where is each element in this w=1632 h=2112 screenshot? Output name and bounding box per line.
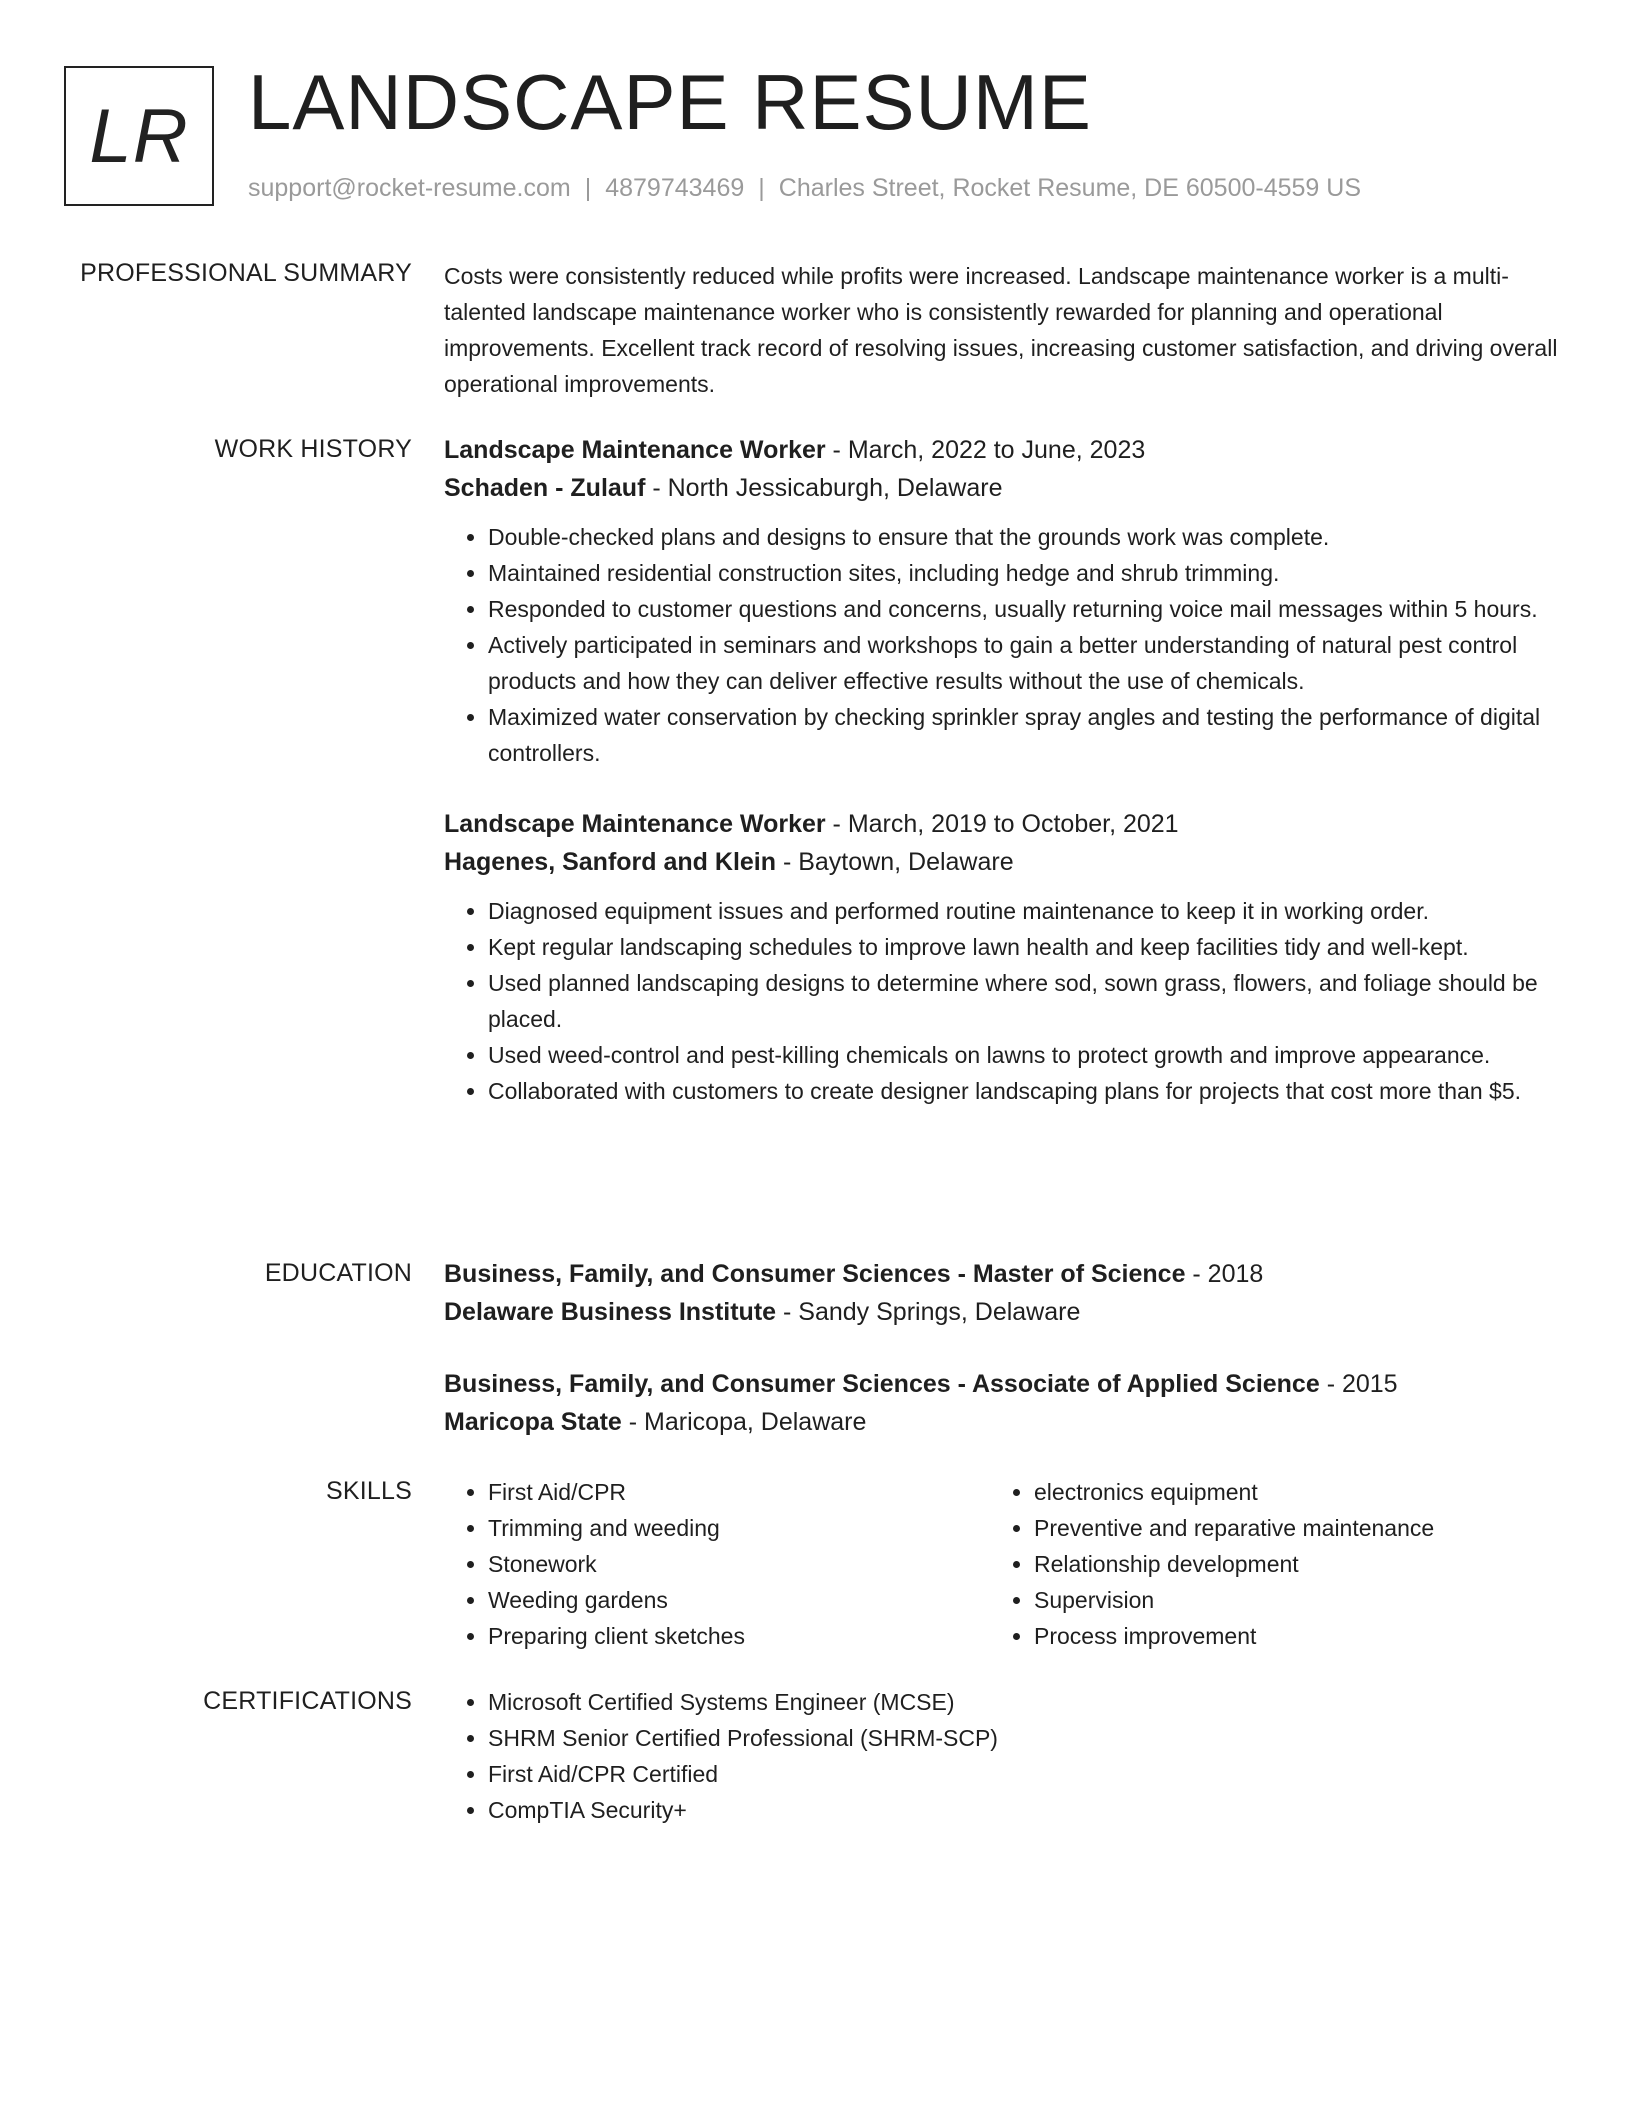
degree-year: - 2018 <box>1185 1260 1264 1288</box>
section-label-work-history: WORK HISTORY <box>214 435 412 463</box>
list-item: • Weeding gardens <box>488 1582 988 1618</box>
school-location: - Maricopa, Delaware <box>621 1408 867 1436</box>
list-item: • Microsoft Certified Systems Engineer (MCSE) <box>488 1684 1564 1720</box>
job-company-line <box>444 843 1564 881</box>
degree-year: - 2015 <box>1319 1370 1398 1398</box>
contact-phone: 4879743469 <box>605 174 745 202</box>
list-item: • Maximized water conservation by checking sprinkler spray angles and testing the performance of digital controllers. <box>488 699 1564 771</box>
section-label-skills: SKILLS <box>326 1477 412 1505</box>
job-company-line <box>444 469 1564 507</box>
summary-text: Costs were consistently reduced while profits were increased. Landscape maintenance worker is a multi-talented landscape maintenance worker who is consistently rewarded for planning and operational improvements. Excellent track record of resolving issues, increasing customer satisfaction, and driving overall operational improvements. <box>444 263 1558 397</box>
job-location: - Baytown, Delaware <box>776 848 1014 876</box>
list-item: • Responded to customer questions and concerns, usually returning voice mail messages within 5 hours. <box>488 591 1564 627</box>
list-item: • Kept regular landscaping schedules to improve lawn health and keep facilities tidy and well-kept. <box>488 929 1564 965</box>
degree-line <box>444 1255 1564 1293</box>
list-item: • Supervision <box>1034 1582 1534 1618</box>
contact-address: Charles Street, Rocket Resume, DE 60500-4559 US <box>778 174 1361 202</box>
list-item: • Process improvement <box>1034 1618 1534 1654</box>
section-label-education: EDUCATION <box>264 1259 412 1287</box>
education-entry <box>444 1255 1564 1331</box>
certifications-body <box>444 1684 1564 1828</box>
list-item: • Diagnosed equipment issues and performed routine maintenance to keep it in working order. <box>488 893 1564 929</box>
job-entry <box>444 805 1564 1109</box>
list-item: • CompTIA Security+ <box>488 1792 1564 1828</box>
education-body <box>444 1255 1564 1441</box>
education-entry <box>444 1365 1564 1441</box>
list-item: • Double-checked plans and designs to ensure that the grounds work was complete. <box>488 519 1564 555</box>
contact-line <box>248 174 1361 203</box>
list-item: • Preparing client sketches <box>488 1618 988 1654</box>
list-item: • Stonework <box>488 1546 988 1582</box>
degree: Business, Family, and Consumer Sciences - Master of Science <box>444 1260 1186 1288</box>
skills-columns <box>444 1474 1564 1654</box>
list-item: • Trimming and weeding <box>488 1510 988 1546</box>
school-location: - Sandy Springs, Delaware <box>776 1298 1081 1326</box>
summary-body <box>444 258 1564 402</box>
job-title-line <box>444 805 1564 843</box>
list-item: • Used weed-control and pest-killing chemicals on lawns to protect growth and improve appearance. <box>488 1037 1564 1073</box>
school: Maricopa State <box>444 1408 622 1436</box>
list-item: • Used planned landscaping designs to determine where sod, sown grass, flowers, and foliage should be placed. <box>488 965 1564 1037</box>
contact-separator: | <box>758 174 765 202</box>
list-item: • First Aid/CPR Certified <box>488 1756 1564 1792</box>
monogram-logo: LR <box>64 66 214 206</box>
job-entry <box>444 431 1564 771</box>
list-item: • Actively participated in seminars and workshops to gain a better understanding of natural pest control products and how they can deliver effective results without the use of chemicals. <box>488 627 1564 699</box>
certifications-list <box>444 1684 1564 1828</box>
school-line <box>444 1293 1564 1331</box>
skills-list-left <box>444 1474 988 1654</box>
contact-email: support@rocket-resume.com <box>248 174 571 202</box>
job-bullets <box>444 893 1564 1109</box>
school-line <box>444 1403 1564 1441</box>
list-item: • First Aid/CPR <box>488 1474 988 1510</box>
section-label-summary: PROFESSIONAL SUMMARY <box>80 259 412 287</box>
degree: Business, Family, and Consumer Sciences - Associate of Applied Science <box>444 1370 1320 1398</box>
section-label-certifications: CERTIFICATIONS <box>203 1687 412 1715</box>
school: Delaware Business Institute <box>444 1298 777 1326</box>
work-history-body <box>444 431 1564 1109</box>
list-item: • SHRM Senior Certified Professional (SHRM-SCP) <box>488 1720 1564 1756</box>
degree-line <box>444 1365 1564 1403</box>
job-location: - North Jessicaburgh, Delaware <box>645 474 1003 502</box>
list-item: • electronics equipment <box>1034 1474 1534 1510</box>
skills-list-right <box>990 1474 1534 1654</box>
list-item: • Maintained residential construction sites, including hedge and shrub trimming. <box>488 555 1564 591</box>
list-item: • Preventive and reparative maintenance <box>1034 1510 1534 1546</box>
list-item: • Collaborated with customers to create designer landscaping plans for projects that cost more than $5. <box>488 1073 1564 1109</box>
job-title: Landscape Maintenance Worker <box>444 810 826 838</box>
job-company: Hagenes, Sanford and Klein <box>444 848 777 876</box>
job-title: Landscape Maintenance Worker <box>444 436 826 464</box>
job-company: Schaden - Zulauf <box>444 474 646 502</box>
job-bullets <box>444 519 1564 771</box>
job-title-line <box>444 431 1564 469</box>
list-item: • Relationship development <box>1034 1546 1534 1582</box>
skills-body <box>444 1474 1564 1654</box>
resume-title: LANDSCAPE RESUME <box>248 58 1092 146</box>
contact-separator: | <box>584 174 592 202</box>
job-dates: - March, 2019 to October, 2021 <box>825 810 1179 838</box>
job-dates: - March, 2022 to June, 2023 <box>825 436 1146 464</box>
